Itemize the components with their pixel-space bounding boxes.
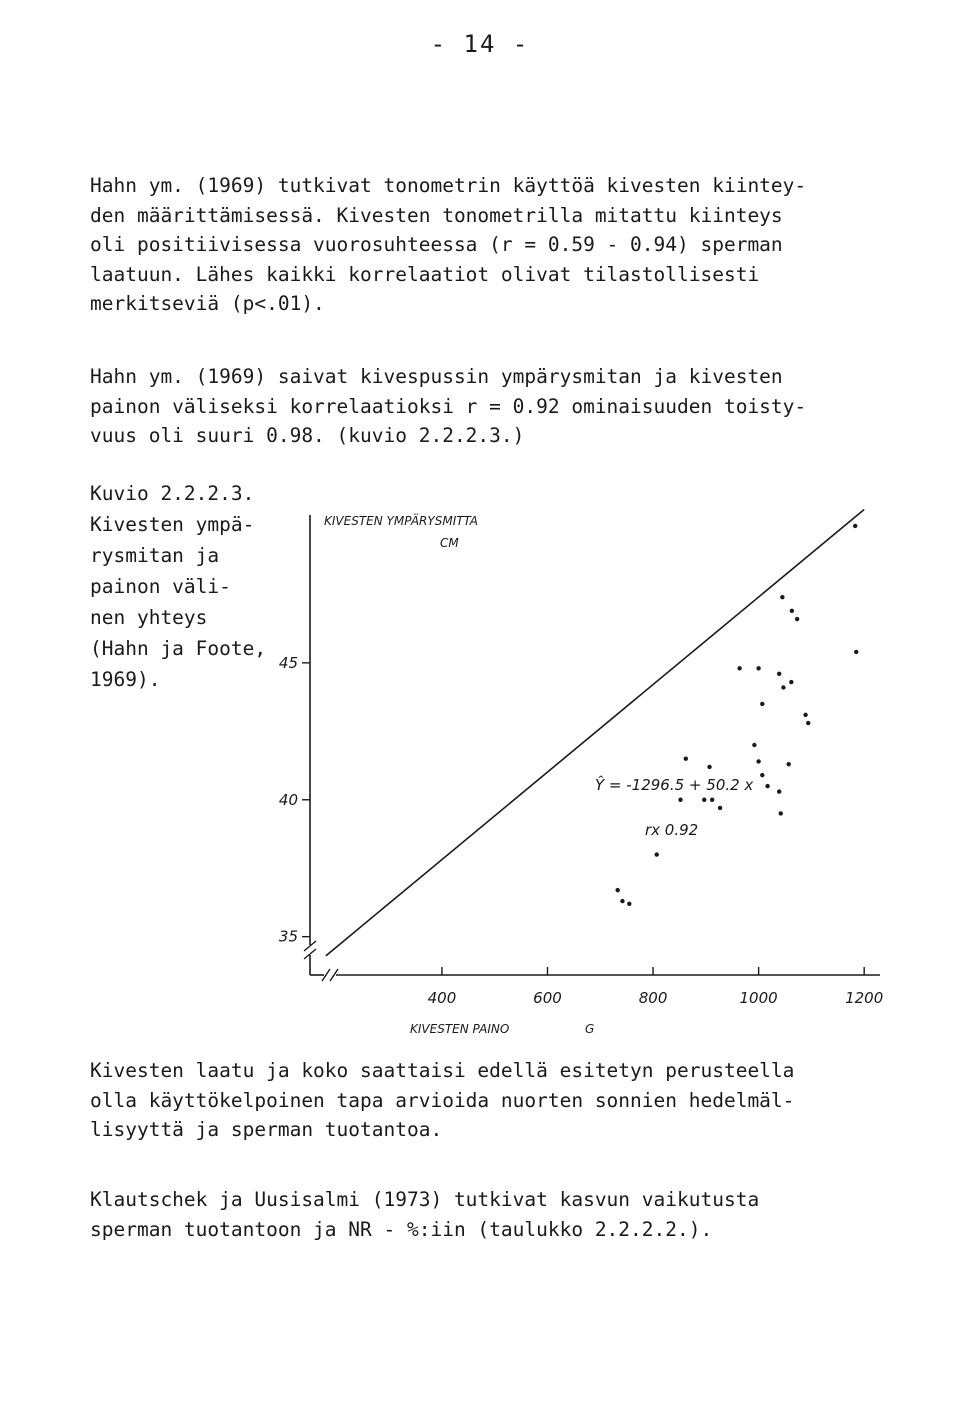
data-point	[627, 902, 631, 906]
text-line: lisyyttä ja sperman tuotantoa.	[90, 1118, 443, 1141]
caption-line: Kuvio 2.2.2.3.	[90, 482, 255, 505]
text-line: painon väliseksi korrelaatioksi r = 0.92 ominaisuuden toisty-	[90, 394, 807, 418]
paragraph-testis-quality	[90, 1056, 870, 1145]
data-point	[684, 756, 688, 760]
text-line: laatuun. Lähes kaikki korrelaatiot olivat tilastollisesti	[90, 262, 760, 286]
text-line: den määrittämisessä. Kivesten tonometrilla mitattu kiinteys	[90, 203, 783, 227]
regression-line	[326, 510, 864, 956]
text-line: Hahn ym. (1969) tutkivat tonometrin käyttöä kivesten kiintey-	[90, 174, 807, 197]
data-point	[678, 798, 682, 802]
data-point	[710, 798, 714, 802]
text-line: oli positiivisessa vuorosuhteessa (r = 0.59 - 0.94) sperman	[90, 233, 783, 256]
caption-line: (Hahn ja Foote,	[90, 637, 267, 660]
page-number: - 14 -	[430, 30, 530, 58]
y-tick-label: 35	[278, 927, 298, 946]
scatter-chart	[240, 495, 920, 1045]
paragraph-klautschek	[90, 1185, 870, 1244]
y-axis-label: KIVESTEN YMPÄRYSMITTA	[324, 514, 478, 528]
data-point	[853, 524, 857, 528]
correlation-label: rx 0.92	[645, 821, 699, 839]
text-line: Hahn ym. (1969) saivat kivespussin ympärysmitan ja kivesten	[90, 365, 783, 388]
data-point	[760, 702, 764, 706]
data-point	[718, 806, 722, 810]
caption-line: painon väli-	[90, 575, 231, 598]
data-point	[707, 765, 711, 769]
data-point	[789, 680, 793, 684]
data-point	[752, 743, 756, 747]
data-point	[737, 666, 741, 670]
data-point	[756, 759, 760, 763]
data-point	[777, 789, 781, 793]
text-line: sperman tuotantoon ja NR - %:iin (taulukko 2.2.2.2.).	[90, 1217, 713, 1241]
y-axis-unit: CM	[440, 536, 459, 550]
text-line: Kivesten laatu ja koko saattaisi edellä esitetyn perusteella	[90, 1059, 795, 1082]
data-point	[615, 888, 619, 892]
data-point	[655, 852, 659, 856]
x-tick-label: 800	[638, 989, 668, 1007]
caption-line: 1969).	[90, 668, 161, 691]
data-point	[779, 811, 783, 815]
regression-equation: Ŷ = -1296.5 + 50.2 x	[595, 776, 754, 794]
text-line: merkitseviä (p<.01).	[90, 292, 325, 315]
caption-line: Kivesten ympä-	[90, 513, 255, 536]
data-point	[795, 617, 799, 621]
data-point	[777, 672, 781, 676]
text-line: Klautschek ja Uusisalmi (1973) tutkivat kasvun vaikutusta	[90, 1188, 760, 1211]
caption-line: nen yhteys	[90, 606, 208, 629]
caption-line: rysmitan ja	[90, 544, 220, 567]
data-point	[765, 784, 769, 788]
data-point	[806, 721, 810, 725]
data-point	[786, 762, 790, 766]
data-point	[760, 773, 764, 777]
data-point	[790, 609, 794, 613]
data-point	[756, 666, 760, 670]
x-tick-label: 400	[427, 989, 457, 1007]
data-point	[854, 650, 858, 654]
data-point	[803, 713, 807, 717]
data-point	[780, 595, 784, 599]
x-tick-label: 1200	[845, 989, 884, 1007]
y-tick-label: 45	[278, 653, 298, 672]
x-axis-label: KIVESTEN PAINO	[410, 1022, 510, 1036]
x-tick-label: 600	[533, 989, 562, 1007]
y-tick-label: 40	[278, 790, 298, 809]
text-line: vuus oli suuri 0.98. (kuvio 2.2.2.3.)	[90, 424, 525, 447]
data-point	[702, 798, 706, 802]
x-axis-unit: G	[585, 1022, 595, 1036]
text-line: olla käyttökelpoinen tapa arvioida nuorten sonnien hedelmäl-	[90, 1088, 795, 1112]
x-tick-label: 1000	[739, 989, 778, 1007]
scatter-figure	[240, 495, 920, 1045]
paragraph-hahn-tonometer	[90, 171, 870, 319]
paragraph-hahn-correlation	[90, 362, 870, 451]
data-point	[781, 685, 785, 689]
data-point	[620, 899, 624, 903]
